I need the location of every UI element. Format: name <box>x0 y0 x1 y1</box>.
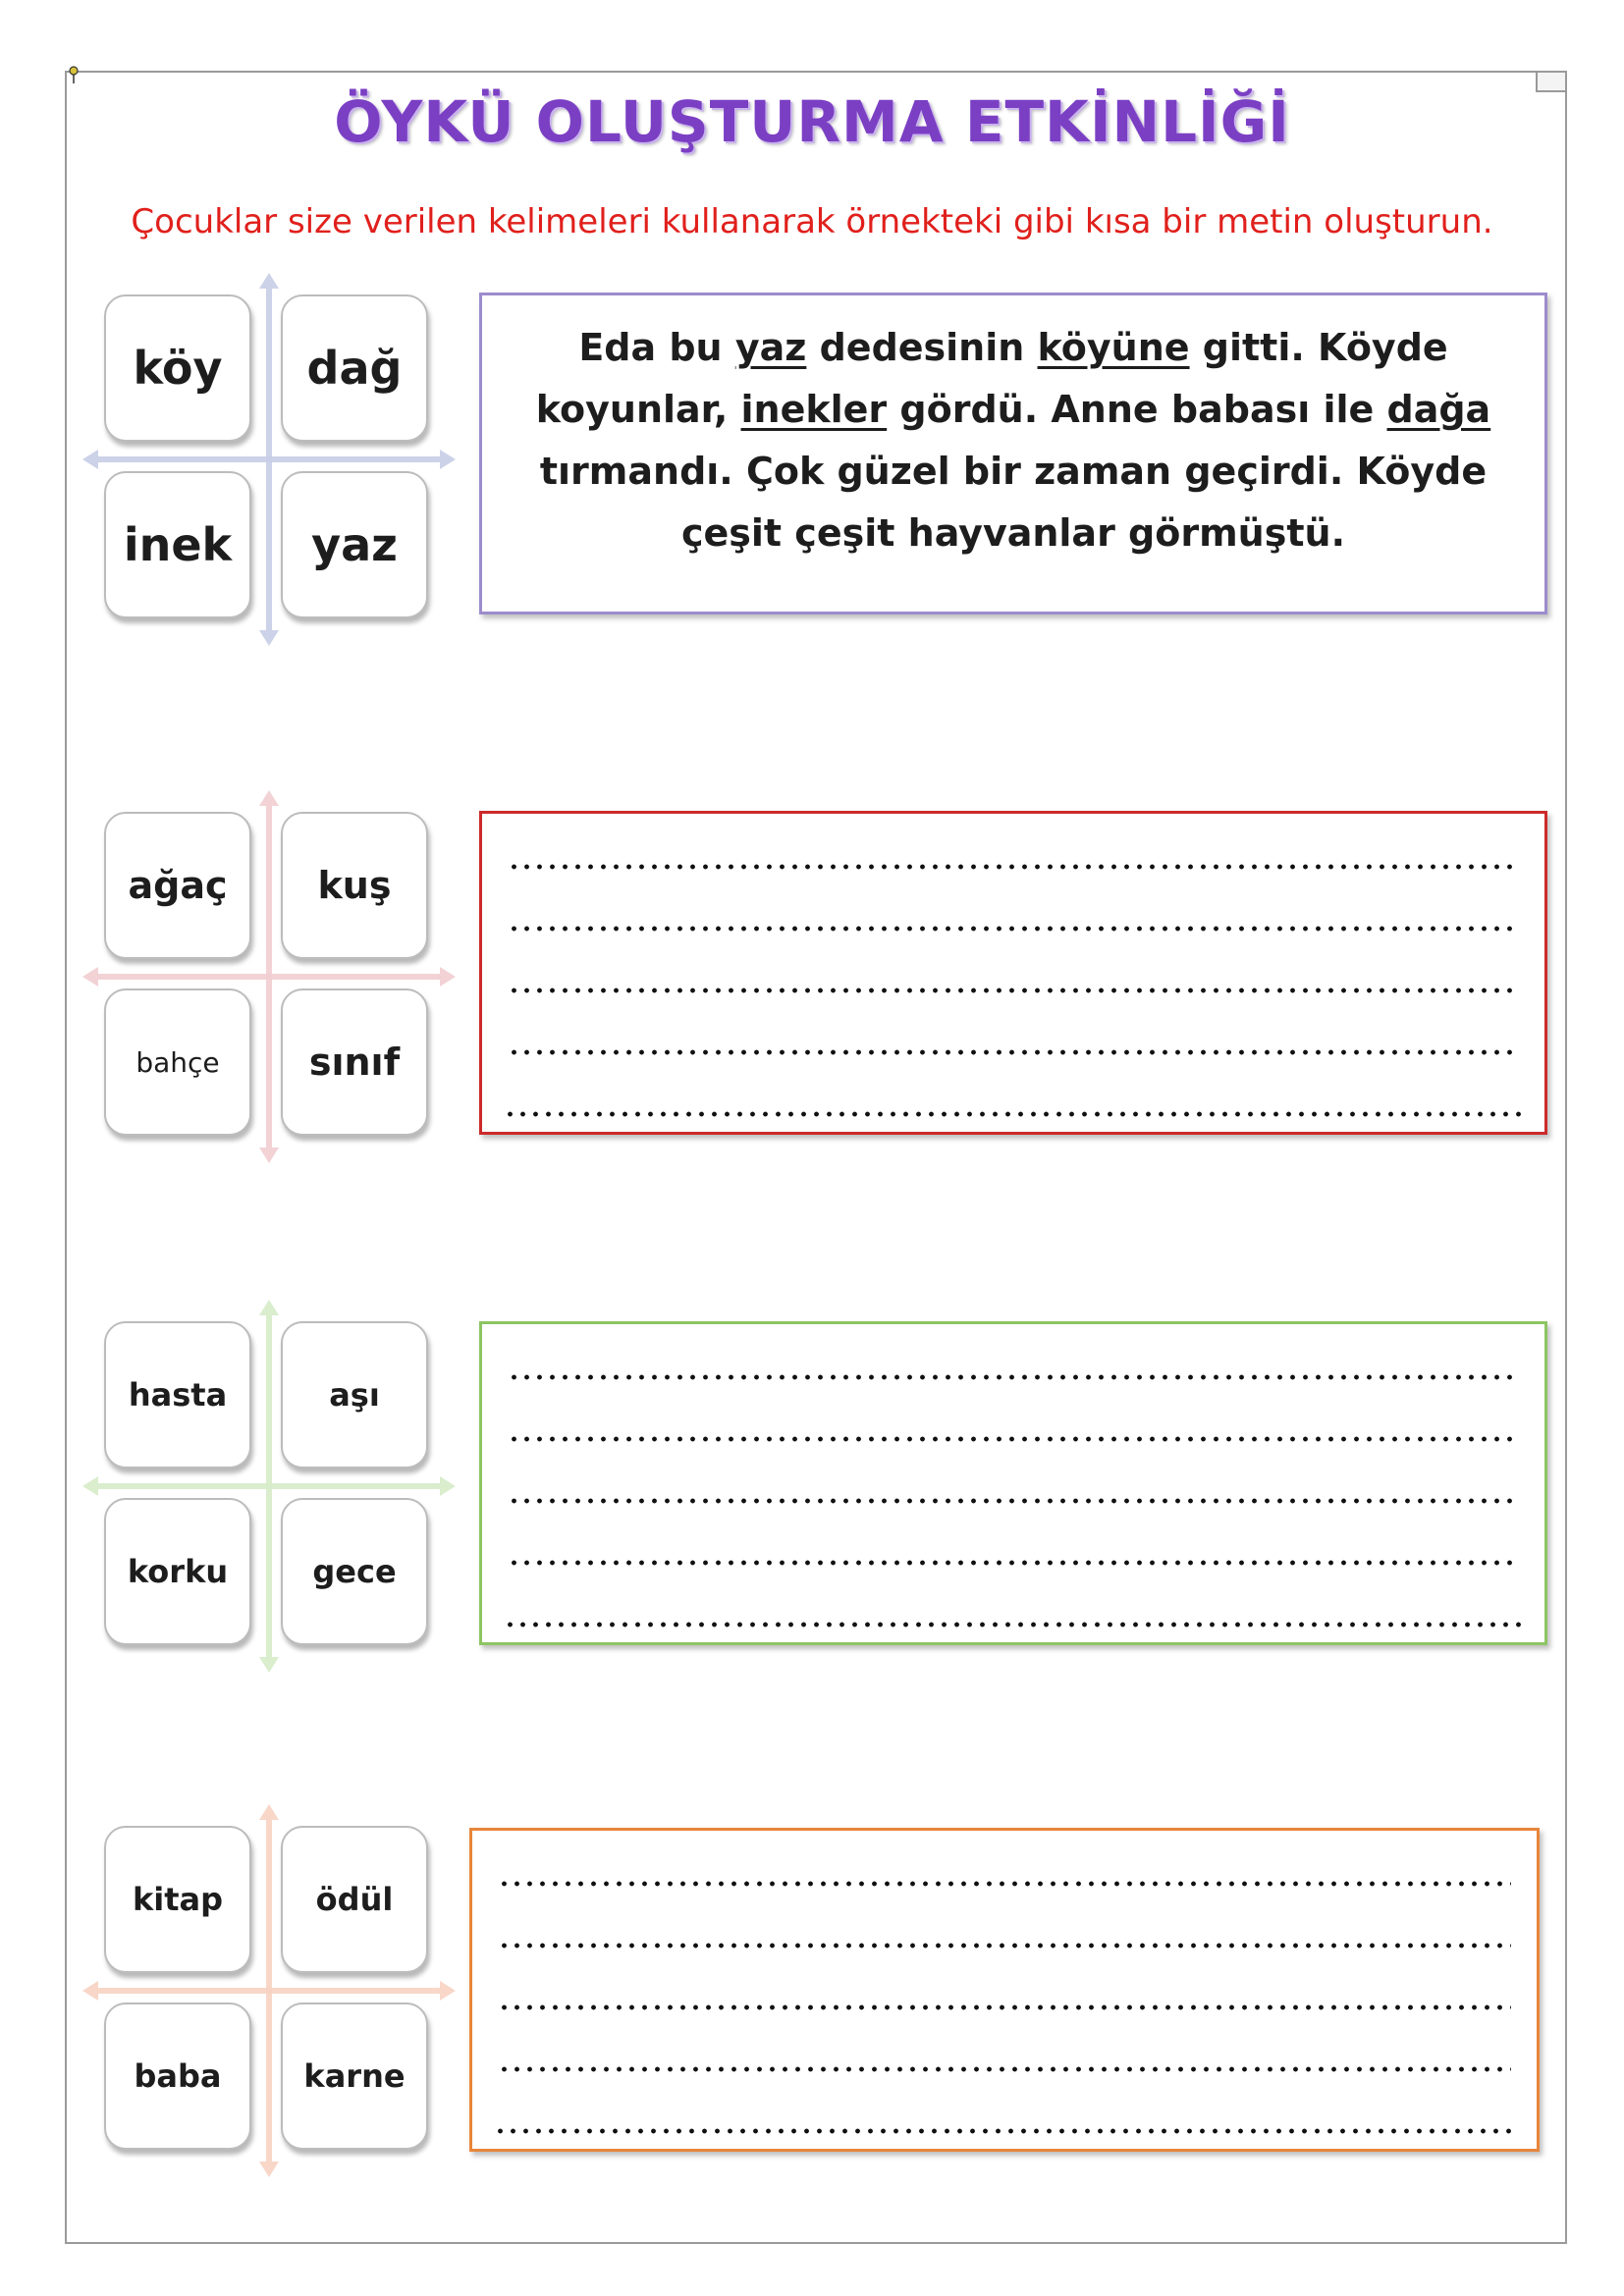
word-tile: ağaç <box>104 812 251 959</box>
underlined-keyword: köyüne <box>1037 326 1190 369</box>
word-grid-4 <box>82 1804 456 2177</box>
word-tile: hasta <box>104 1321 251 1468</box>
word-tile: sınıf <box>281 988 428 1136</box>
story-writing-box-2[interactable] <box>479 811 1547 1135</box>
underlined-keyword: dağa <box>1386 388 1491 431</box>
double-arrow-horizontal-icon <box>82 450 456 469</box>
word-tile: yaz <box>281 471 428 618</box>
dotted-writing-line[interactable] <box>498 2003 1511 2011</box>
word-tile: kitap <box>104 1826 251 1973</box>
dotted-writing-line[interactable] <box>508 1559 1519 1567</box>
word-grid-1 <box>82 273 456 646</box>
word-tile: aşı <box>281 1321 428 1468</box>
word-grid-2 <box>82 790 456 1163</box>
underlined-keyword: yaz <box>734 326 807 369</box>
example-story-box <box>479 293 1547 614</box>
dotted-writing-line[interactable] <box>498 2065 1511 2073</box>
dotted-writing-line[interactable] <box>504 1110 1523 1118</box>
dotted-writing-line[interactable] <box>508 1048 1519 1056</box>
dotted-writing-line[interactable] <box>494 2127 1515 2135</box>
story-writing-box-3[interactable] <box>479 1321 1547 1645</box>
dotted-writing-line[interactable] <box>508 925 1519 933</box>
word-grid-3 <box>82 1300 456 1673</box>
underlined-keyword: inekler <box>740 388 888 431</box>
double-arrow-horizontal-icon <box>82 967 456 987</box>
dotted-writing-line[interactable] <box>498 1942 1511 1949</box>
example-story-text: Eda bu yaz dedesinin köyüne gitti. Köyde koyunlar, inekler gördü. Anne babası ile dağa tırmandı. Çok güzel bir zaman geçirdi. Köyde çeşit çeşit hayvanlar görmüştü. <box>535 326 1491 555</box>
word-tile: baba <box>104 2002 251 2150</box>
word-tile: korku <box>104 1498 251 1645</box>
story-writing-box-4[interactable] <box>469 1828 1540 2152</box>
page-title: ÖYKÜ OLUŞTURMA ETKİNLİĞİ <box>334 88 1290 155</box>
dotted-writing-line[interactable] <box>508 1373 1519 1381</box>
dotted-writing-line[interactable] <box>508 1497 1519 1505</box>
word-tile: kuş <box>281 812 428 959</box>
word-tile: ödül <box>281 1826 428 1973</box>
dotted-writing-line[interactable] <box>498 1880 1511 1888</box>
double-arrow-horizontal-icon <box>82 1981 456 2001</box>
instruction-text: Çocuklar size verilen kelimeleri kullanarak örnekteki gibi kısa bir metin oluşturun. <box>131 202 1493 241</box>
dotted-writing-line[interactable] <box>508 987 1519 994</box>
word-tile: köy <box>104 294 251 442</box>
pin-icon <box>67 65 81 84</box>
word-tile: gece <box>281 1498 428 1645</box>
word-tile: inek <box>104 471 251 618</box>
word-tile: dağ <box>281 294 428 442</box>
dotted-writing-line[interactable] <box>508 863 1519 871</box>
dotted-writing-line[interactable] <box>504 1621 1523 1629</box>
word-tile: karne <box>281 2002 428 2150</box>
double-arrow-horizontal-icon <box>82 1476 456 1496</box>
dotted-writing-line[interactable] <box>508 1435 1519 1443</box>
word-tile: bahçe <box>104 988 251 1136</box>
